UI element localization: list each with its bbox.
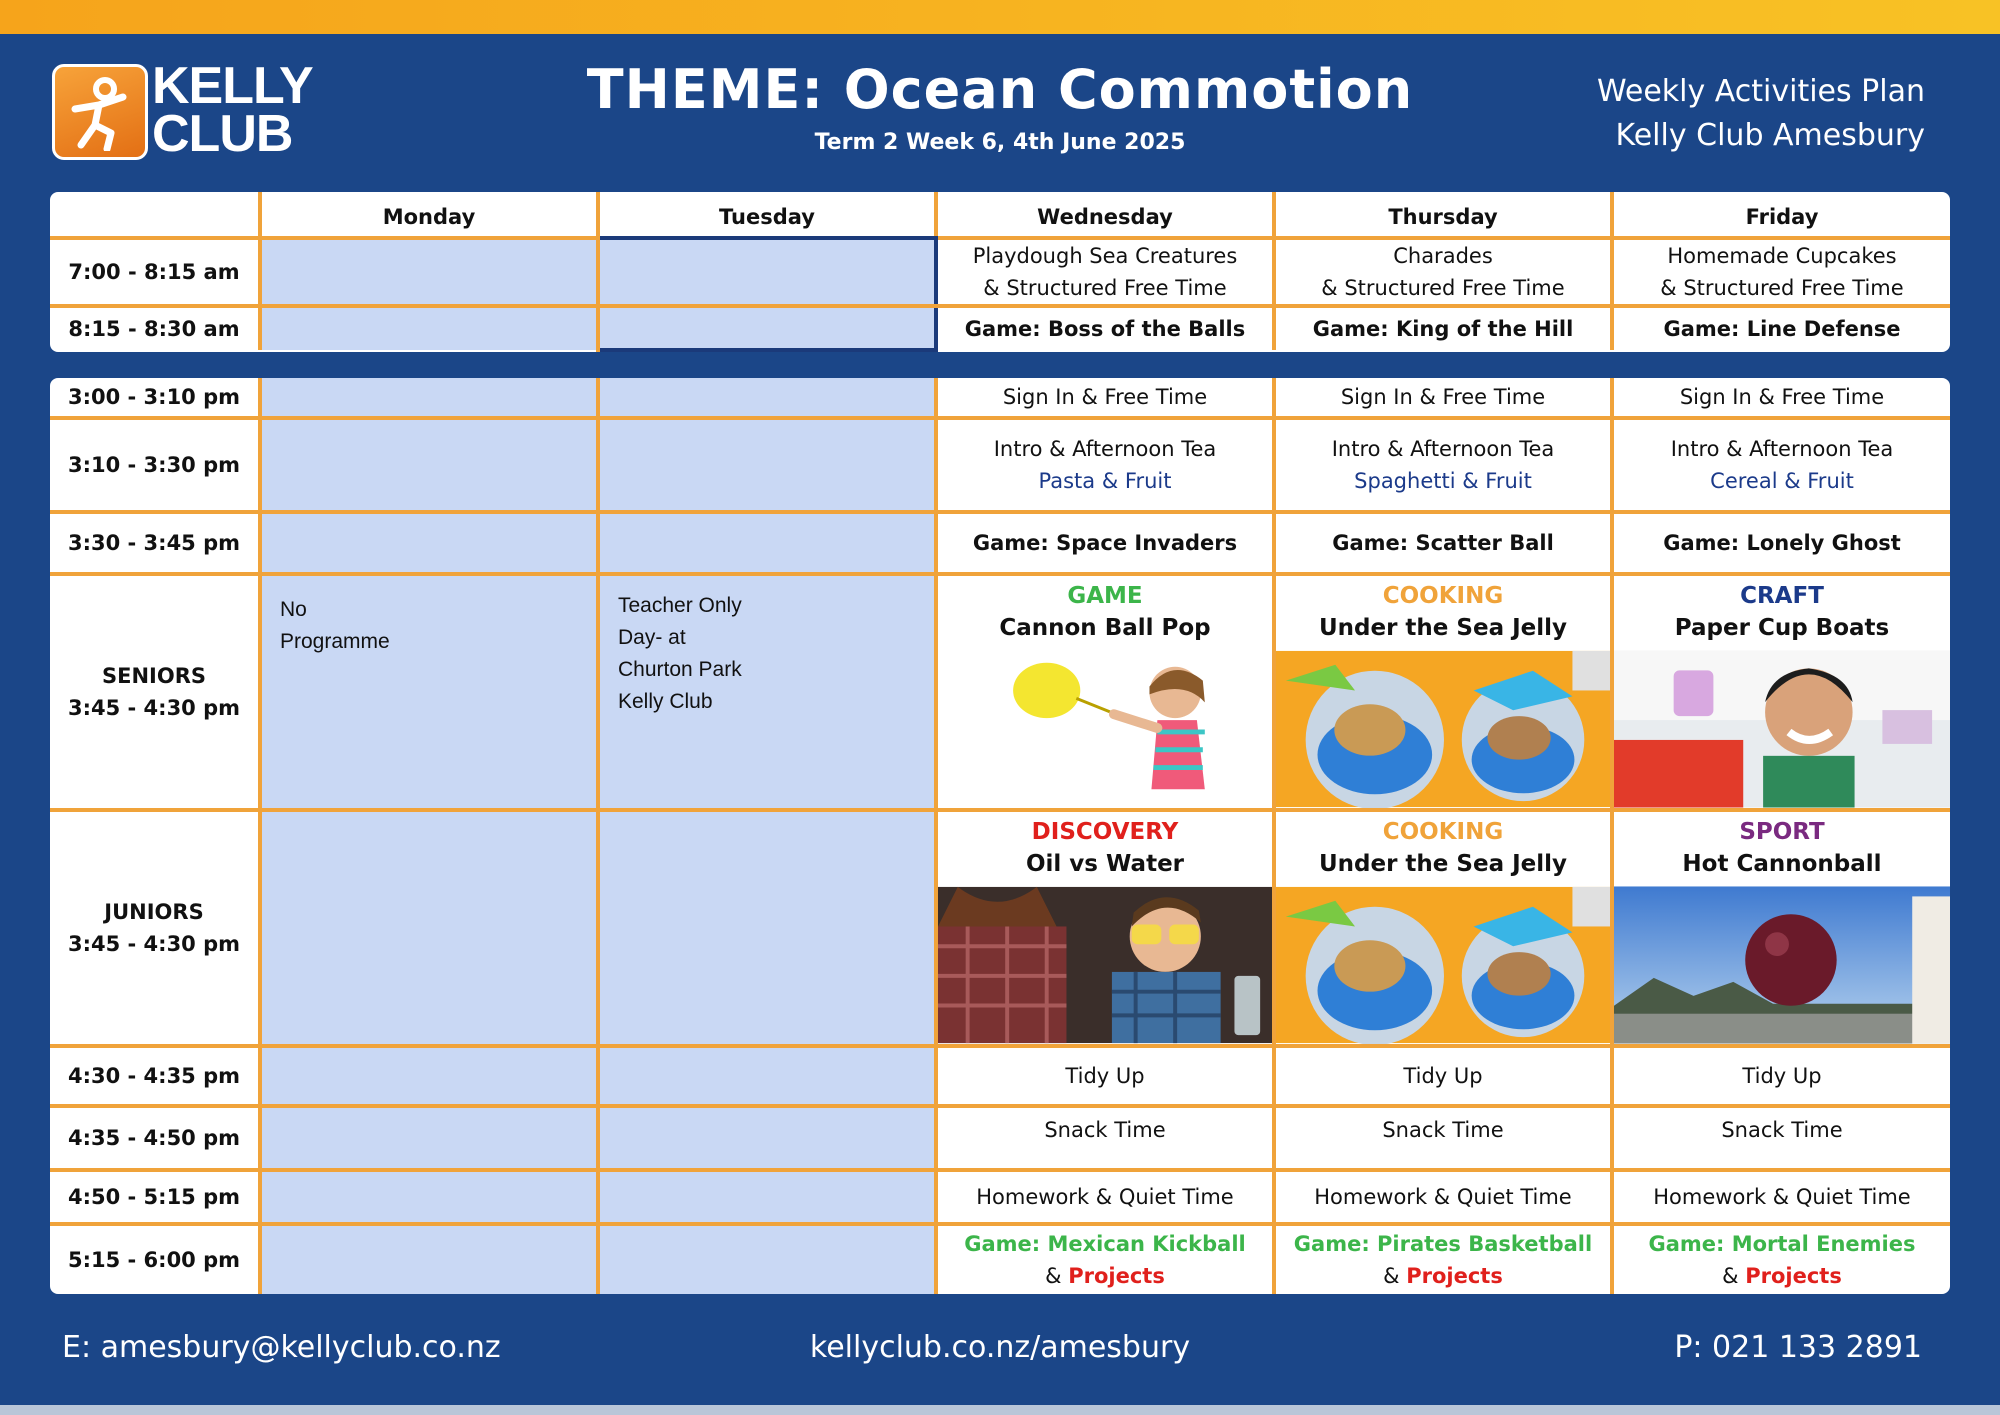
paper-cup-boats-photo: [1614, 650, 1950, 808]
day-header-monday: Monday: [260, 192, 598, 238]
activity-card: [1612, 574, 1950, 810]
amp-text: &: [1045, 1264, 1062, 1288]
monday-note: [260, 574, 598, 810]
amp-text: &: [1383, 1264, 1400, 1288]
tuesday-cell: [598, 1106, 936, 1170]
hot-cannonball-photo: [1614, 886, 1950, 1044]
logo-figure-icon: [52, 64, 148, 160]
activity-cell: [1612, 1224, 1950, 1294]
activity-cell: Homework & Quiet Time: [1274, 1170, 1612, 1224]
projects-text: Projects: [1406, 1264, 1503, 1288]
activity-cell: Sign In & Free Time: [1612, 378, 1950, 418]
table-row: [50, 1170, 1950, 1224]
table-row: [50, 1106, 1950, 1170]
tuesday-cell: [598, 418, 936, 512]
time-cell: 7:00 - 8:15 am: [50, 238, 260, 306]
monday-cell: [260, 1046, 598, 1106]
activity-text: Playdough Sea Creatures: [972, 244, 1238, 268]
monday-cell: [260, 1170, 598, 1224]
activity-cell: [1274, 418, 1612, 512]
activity-text: Intro & Afternoon Tea: [1331, 437, 1555, 461]
plan-label: Weekly Activities Plan: [1596, 74, 1925, 109]
sea-jelly-photo: [1276, 886, 1610, 1044]
page-subtitle: Term 2 Week 6, 4th June 2025: [814, 130, 1186, 155]
activity-name: Under the Sea Jelly: [1318, 615, 1568, 641]
footer-phone: P: 021 133 2891: [1674, 1330, 1922, 1365]
club-name: Kelly Club Amesbury: [1615, 118, 1925, 153]
tuesday-cell: [598, 306, 936, 350]
activity-cell: Homework & Quiet Time: [936, 1170, 1274, 1224]
time-cell: 3:30 - 3:45 pm: [50, 512, 260, 574]
note-line: Teacher Only: [618, 594, 742, 617]
game-text: Game: Mexican Kickball: [964, 1232, 1246, 1256]
bottom-bar: [0, 1405, 2000, 1415]
activity-cell: Sign In & Free Time: [936, 378, 1274, 418]
day-header-row: [50, 192, 1950, 238]
oil-water-photo: [938, 886, 1272, 1044]
projects-text: Projects: [1745, 1264, 1842, 1288]
activity-cell: Tidy Up: [1612, 1046, 1950, 1106]
time-cell: 5:15 - 6:00 pm: [50, 1224, 260, 1294]
activity-cell: Snack Time: [936, 1106, 1274, 1170]
tuesday-cell: [598, 1170, 936, 1224]
activity-cell: [1612, 238, 1950, 306]
note-line: No: [280, 598, 307, 621]
activity-name: Hot Cannonball: [1682, 851, 1882, 877]
activity-cell: Sign In & Free Time: [1274, 378, 1612, 418]
logo-text: [152, 57, 313, 163]
time-cell: [50, 810, 260, 1046]
activity-cell: Homework & Quiet Time: [1612, 1170, 1950, 1224]
projects-text: Projects: [1068, 1264, 1165, 1288]
morning-schedule-table: [50, 192, 1950, 352]
table-row: [50, 512, 1950, 574]
monday-cell: [260, 1224, 598, 1294]
game-cell: Game: Space Invaders: [936, 512, 1274, 574]
note-line: Programme: [280, 630, 390, 653]
activity-card: [1274, 810, 1612, 1046]
note-line: Day- at: [618, 626, 686, 649]
monday-cell: [260, 418, 598, 512]
activity-category: COOKING: [1382, 583, 1504, 609]
balloon-girl-photo: [938, 650, 1272, 808]
game-cell: Game: King of the Hill: [1274, 306, 1612, 350]
activity-text: Homemade Cupcakes: [1667, 244, 1897, 268]
tuesday-cell: [598, 238, 936, 306]
day-header-thursday: Thursday: [1274, 192, 1612, 238]
time-cell: [50, 574, 260, 810]
activity-cell: [1274, 1224, 1612, 1294]
activity-card: [936, 810, 1274, 1046]
table-row: [50, 306, 1950, 350]
day-header-wednesday: Wednesday: [936, 192, 1274, 238]
logo-line2: CLUB: [152, 105, 293, 163]
time-cell: 4:35 - 4:50 pm: [50, 1106, 260, 1170]
time-cell: 4:50 - 5:15 pm: [50, 1170, 260, 1224]
activity-card: [936, 574, 1274, 810]
seniors-row: [50, 574, 1950, 810]
activity-card: [1274, 574, 1612, 810]
top-accent-bar: [0, 0, 2000, 34]
game-cell: Game: Lonely Ghost: [1612, 512, 1950, 574]
activity-text: & Structured Free Time: [1321, 276, 1565, 300]
logo-line1: KELLY: [152, 57, 313, 115]
amp-text: &: [1722, 1264, 1739, 1288]
activity-cell: Tidy Up: [936, 1046, 1274, 1106]
header-right-info: [1597, 70, 1925, 158]
activity-cell: [1612, 418, 1950, 512]
table-row: [50, 1046, 1950, 1106]
activity-text: & Structured Free Time: [1660, 276, 1904, 300]
afternoon-schedule-table: [50, 378, 1950, 1294]
page-title: THEME: Ocean Commotion: [586, 58, 1414, 121]
game-text: Game: Mortal Enemies: [1648, 1232, 1916, 1256]
monday-cell: [260, 810, 598, 1046]
tuesday-cell: [598, 810, 936, 1046]
activity-card: [1612, 810, 1950, 1046]
group-time: 3:45 - 4:30 pm: [67, 696, 241, 720]
activity-text: Intro & Afternoon Tea: [993, 437, 1217, 461]
activity-cell: [936, 418, 1274, 512]
food-text: Spaghetti & Fruit: [1354, 469, 1532, 493]
game-text: Game: Pirates Basketball: [1293, 1232, 1593, 1256]
monday-cell: [260, 378, 598, 418]
time-cell: 3:10 - 3:30 pm: [50, 418, 260, 512]
food-text: Pasta & Fruit: [1038, 469, 1172, 493]
activity-text: Intro & Afternoon Tea: [1670, 437, 1894, 461]
activity-name: Under the Sea Jelly: [1318, 851, 1568, 877]
time-cell: 8:15 - 8:30 am: [50, 306, 260, 350]
food-text: Cereal & Fruit: [1710, 469, 1854, 493]
activity-cell: [1274, 238, 1612, 306]
tuesday-note: [598, 574, 936, 810]
table-row: [50, 1224, 1950, 1294]
footer-email: E: amesbury@kellyclub.co.nz: [62, 1330, 501, 1365]
activity-cell: [936, 1224, 1274, 1294]
tuesday-cell: [598, 1224, 936, 1294]
game-cell: Game: Boss of the Balls: [936, 306, 1274, 350]
kelly-club-logo: [52, 57, 313, 163]
day-header-tuesday: Tuesday: [598, 192, 936, 238]
monday-cell: [260, 1106, 598, 1170]
monday-cell: [260, 306, 598, 350]
time-cell: 4:30 - 4:35 pm: [50, 1046, 260, 1106]
activity-name: Oil vs Water: [1025, 851, 1185, 877]
activity-category: SPORT: [1739, 819, 1825, 845]
activity-category: GAME: [1067, 583, 1143, 609]
activity-cell: Snack Time: [1274, 1106, 1612, 1170]
note-line: Kelly Club: [618, 690, 713, 713]
day-header-friday: Friday: [1612, 192, 1950, 238]
activity-name: Cannon Ball Pop: [999, 615, 1211, 641]
table-row: [50, 378, 1950, 418]
activity-name: Paper Cup Boats: [1674, 615, 1890, 641]
time-cell: 3:00 - 3:10 pm: [50, 378, 260, 418]
group-label: SENIORS: [101, 664, 206, 688]
activity-cell: Tidy Up: [1274, 1046, 1612, 1106]
note-line: Churton Park: [618, 658, 742, 681]
table-row: [50, 238, 1950, 306]
corner-cell: [50, 192, 260, 238]
activity-text: Charades: [1393, 244, 1493, 268]
activity-category: DISCOVERY: [1031, 819, 1179, 845]
tuesday-cell: [598, 512, 936, 574]
table-row: [50, 418, 1950, 512]
monday-cell: [260, 238, 598, 306]
group-label: JUNIORS: [104, 900, 204, 924]
monday-cell: [260, 512, 598, 574]
sea-jelly-photo: [1276, 650, 1610, 808]
tuesday-cell: [598, 1046, 936, 1106]
juniors-row: [50, 810, 1950, 1046]
tuesday-cell: [598, 378, 936, 418]
activity-cell: Snack Time: [1612, 1106, 1950, 1170]
activity-category: CRAFT: [1740, 583, 1824, 609]
activity-text: & Structured Free Time: [983, 276, 1227, 300]
activity-category: COOKING: [1382, 819, 1504, 845]
group-time: 3:45 - 4:30 pm: [67, 932, 241, 956]
game-cell: Game: Line Defense: [1612, 306, 1950, 350]
activity-cell: [936, 238, 1274, 306]
footer-website: kellyclub.co.nz/amesbury: [809, 1330, 1191, 1365]
game-cell: Game: Scatter Ball: [1274, 512, 1612, 574]
